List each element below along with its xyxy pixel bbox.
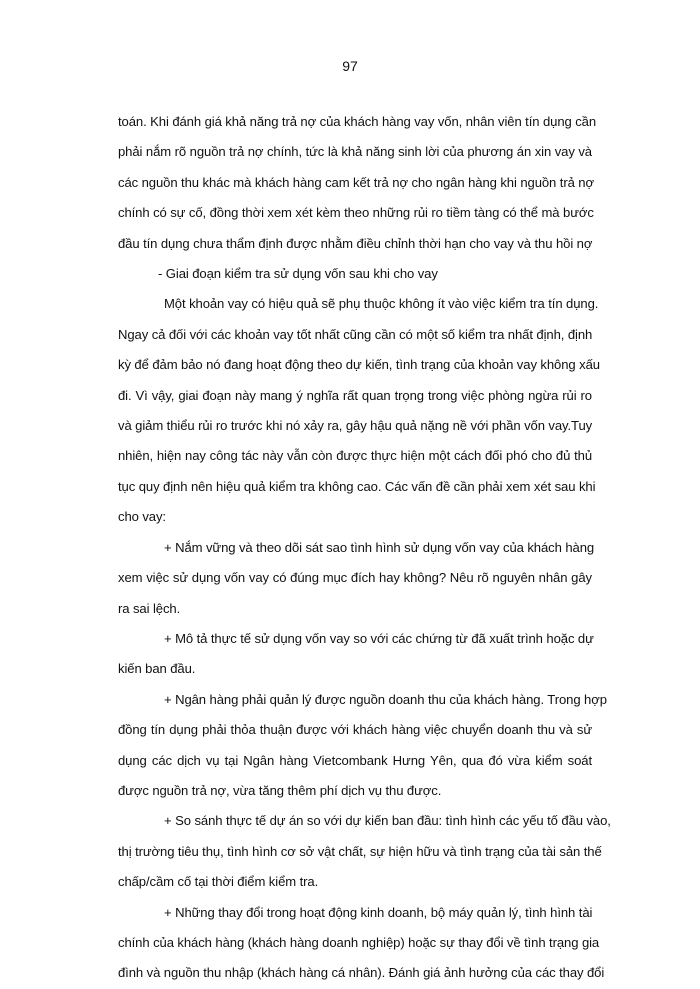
text-line: ra sai lệch. <box>118 600 181 616</box>
text-line: đồng tín dụng phải thỏa thuận được với khách hàng việc chuyển doanh thu và sử <box>118 722 592 738</box>
text-line: dụng các dịch vụ tại Ngân hàng Vietcombank Hưng Yên, qua đó vừa kiểm soát <box>118 752 592 768</box>
text-line: - Giai đoạn kiểm tra sử dụng vốn sau khi cho vay <box>158 266 438 282</box>
text-line: thị trường tiêu thụ, tình hình cơ sở vật chất, sự hiện hữu và tình trạng của tài sản thế <box>118 843 602 859</box>
text-line: được nguồn trả nợ, vừa tăng thêm phí dịch vụ thu được. <box>118 782 442 798</box>
page-number: 97 <box>342 58 358 74</box>
text-line: xem việc sử dụng vốn vay có đúng mục đích hay không? Nêu rõ nguyên nhân gây <box>118 570 592 586</box>
text-line: đi. Vì vậy, giai đoạn này mang ý nghĩa rất quan trọng trong việc phòng ngừa rủi ro <box>118 387 592 403</box>
text-line: kiến ban đầu. <box>118 661 196 677</box>
text-line: các nguồn thu khác mà khách hàng cam kết trả nợ cho ngân hàng khi nguồn trả nợ <box>118 174 594 190</box>
text-line: nhiên, hiện nay công tác này vẫn còn được thực hiện một cách đối phó cho đủ thủ <box>118 448 592 464</box>
text-line: + Những thay đổi trong hoạt động kinh doanh, bộ máy quản lý, tình hình tài <box>164 904 593 920</box>
text-line: + Mô tả thực tế sử dụng vốn vay so với các chứng từ đã xuất trình hoặc dự <box>164 630 594 646</box>
text-line: kỳ để đảm bảo nó đang hoạt động theo dự kiến, tình trạng của khoản vay không xấu <box>118 357 600 373</box>
text-line: Ngay cả đối với các khoản vay tốt nhất cũng cần có một số kiểm tra nhất định, định <box>118 326 593 342</box>
body-text <box>118 107 611 989</box>
text-line: chính có sự cố, đồng thời xem xét kèm theo những rủi ro tiềm tàng có thể mà bước <box>118 205 594 221</box>
text-line: cho vay: <box>118 509 166 525</box>
text-line: Một khoản vay có hiệu quả sẽ phụ thuộc không ít vào việc kiểm tra tín dụng. <box>164 296 599 312</box>
text-line: + So sánh thực tế dự án so với dự kiến ban đầu: tình hình các yếu tố đầu vào, <box>164 813 611 829</box>
text-line: + Ngân hàng phải quản lý được nguồn doanh thu của khách hàng. Trong hợp <box>164 691 607 707</box>
text-line: phải nắm rõ nguồn trả nợ chính, tức là khả năng sinh lời của phương án xin vay và <box>118 144 592 160</box>
text-line: chính của khách hàng (khách hàng doanh nghiệp) hoặc sự thay đổi về tình trạng gia <box>118 934 600 950</box>
text-line: chấp/cầm cố tại thời điểm kiểm tra. <box>118 874 319 890</box>
text-line: đình và nguồn thu nhập (khách hàng cá nhân). Đánh giá ảnh hưởng của các thay đổi <box>118 965 605 981</box>
text-line: tục quy định nên hiệu quả kiểm tra không cao. Các vấn đề cần phải xem xét sau khi <box>118 478 596 494</box>
text-line: + Nắm vững và theo dõi sát sao tình hình sử dụng vốn vay của khách hàng <box>164 539 595 555</box>
text-line: và giảm thiểu rủi ro trước khi nó xảy ra, gây hậu quả nặng nề với phần vốn vay.Tuy <box>118 418 593 434</box>
text-line: toán. Khi đánh giá khả năng trả nợ của khách hàng vay vốn, nhân viên tín dụng cần <box>118 114 597 129</box>
text-line: đầu tín dụng chưa thẩm định được nhằm điều chỉnh thời hạn cho vay và thu hồi nợ <box>118 235 593 251</box>
